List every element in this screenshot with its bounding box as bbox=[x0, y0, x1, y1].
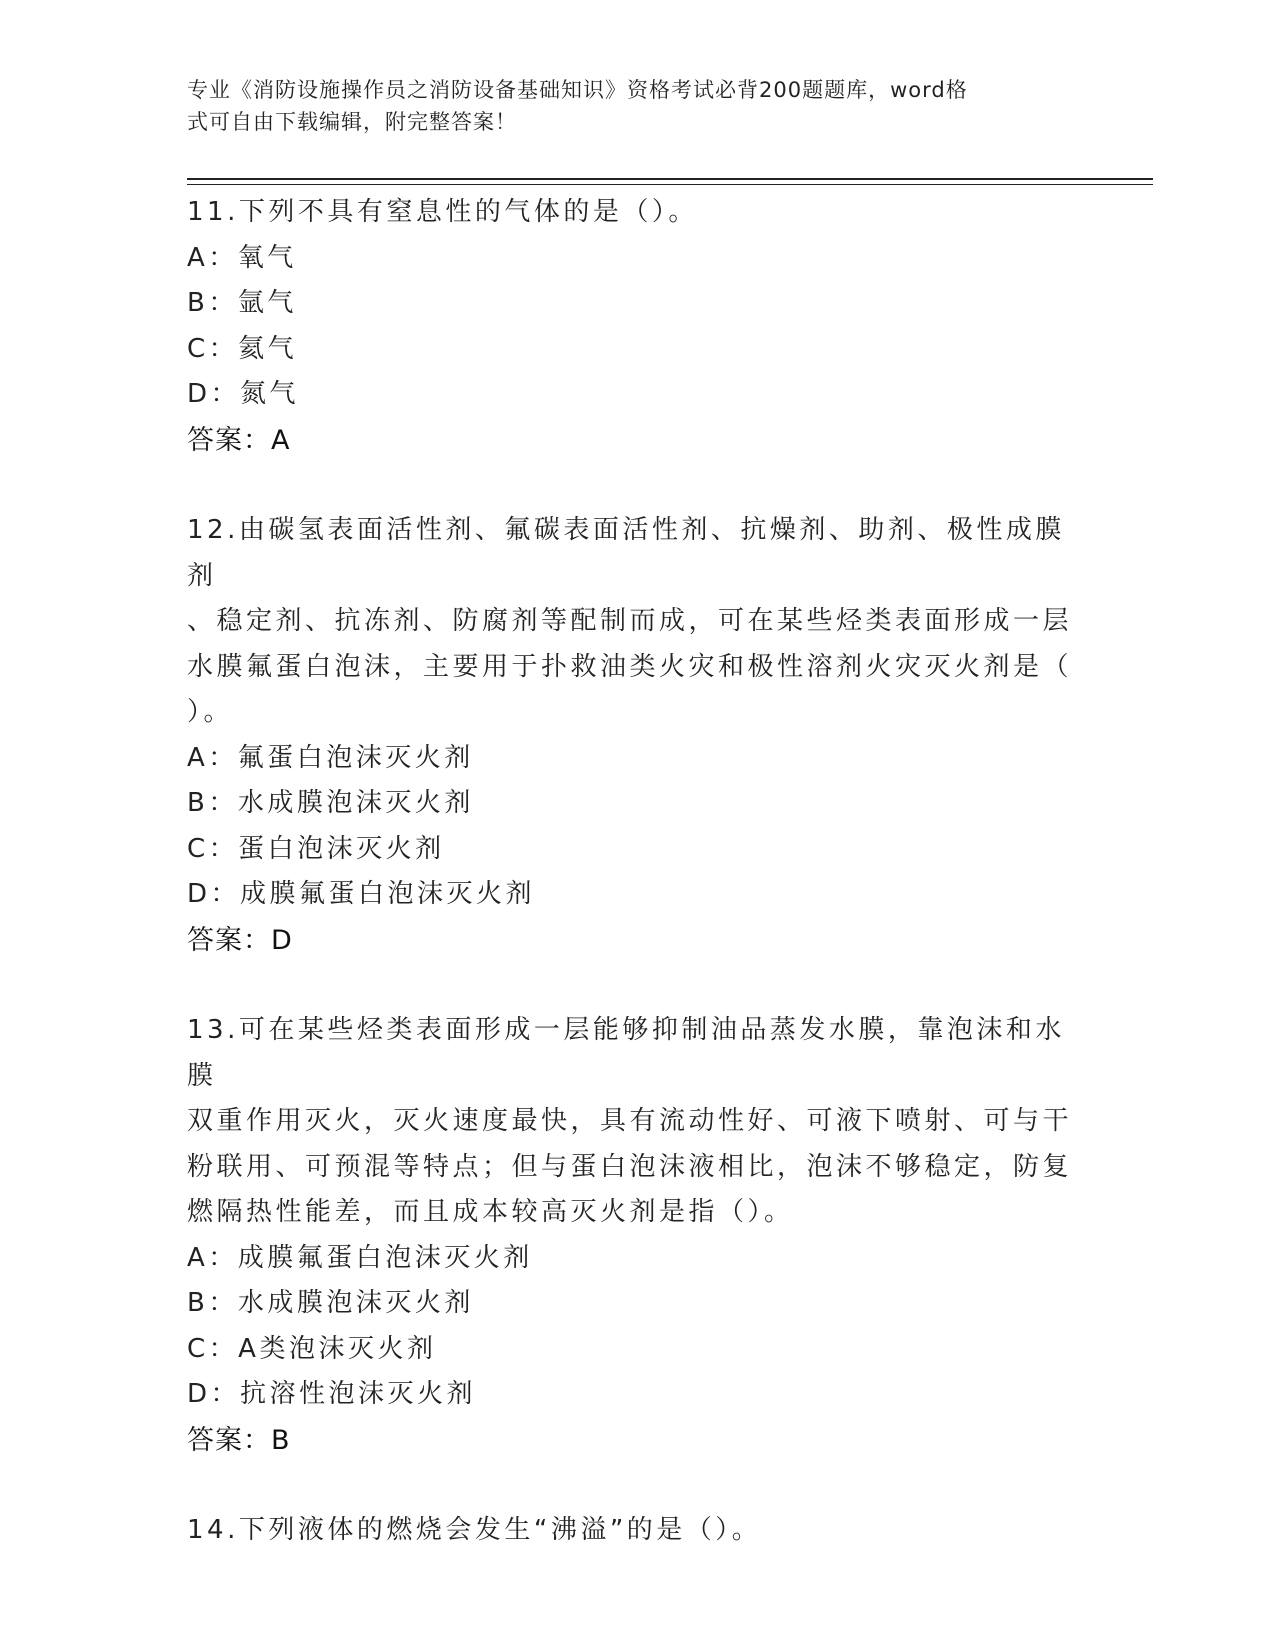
header-divider-thick bbox=[187, 178, 1153, 180]
header-line-2: 式可自由下载编辑，附完整答案！ bbox=[187, 110, 517, 134]
option-a: A：氧气 bbox=[187, 242, 297, 273]
question-list bbox=[187, 190, 1077, 1554]
question-stem-line: ）。 bbox=[187, 697, 234, 727]
option-b: B：水成膜泡沫灭火剂 bbox=[187, 788, 474, 818]
answer: 答案：B bbox=[187, 1424, 291, 1456]
option-c: C：A类泡沫灭火剂 bbox=[187, 1333, 437, 1364]
header-divider-thin bbox=[187, 184, 1153, 185]
question-stem: 14.下列液体的燃烧会发生“沸溢”的是（）。 bbox=[187, 1515, 762, 1545]
question-stem-line: 13.可在某些烃类表面形成一层能够抑制油品蒸发水膜，靠泡沫和水膜 bbox=[187, 1015, 1065, 1091]
question-13 bbox=[187, 1008, 1077, 1463]
question-stem-line: 水膜氟蛋白泡沫，主要用于扑救油类火灾和极性溶剂火灾灭火剂是（ bbox=[187, 651, 1073, 682]
option-d: D：成膜氟蛋白泡沫灭火剂 bbox=[187, 879, 536, 909]
question-stem-line: 12.由碳氢表面活性剂、氟碳表面活性剂、抗燥剂、助剂、极性成膜剂 bbox=[187, 515, 1065, 591]
question-stem-line: 燃隔热性能差，而且成本较高灭火剂是指（）。 bbox=[187, 1197, 794, 1227]
document-header bbox=[187, 74, 1067, 138]
question-11 bbox=[187, 190, 1077, 463]
question-stem-line: 双重作用灭火，灭火速度最快，具有流动性好、可液下喷射、可与干 bbox=[187, 1106, 1073, 1136]
option-d: D：抗溶性泡沫灭火剂 bbox=[187, 1379, 477, 1409]
option-c: C：氦气 bbox=[187, 333, 298, 364]
option-a: A：成膜氟蛋白泡沫灭火剂 bbox=[187, 1242, 533, 1273]
answer: 答案：D bbox=[187, 924, 293, 956]
option-b: B：氩气 bbox=[187, 288, 297, 318]
question-stem: 11.下列不具有窒息性的气体的是（）。 bbox=[187, 197, 698, 227]
question-12 bbox=[187, 508, 1077, 963]
option-b: B：水成膜泡沫灭火剂 bbox=[187, 1288, 474, 1318]
question-stem-line: 粉联用、可预混等特点；但与蛋白泡沫液相比，泡沫不够稳定，防复 bbox=[187, 1151, 1073, 1182]
option-a: A：氟蛋白泡沫灭火剂 bbox=[187, 742, 474, 773]
question-stem-line: 、稳定剂、抗冻剂、防腐剂等配制而成，可在某些烃类表面形成一层 bbox=[187, 606, 1073, 636]
answer: 答案：A bbox=[187, 424, 291, 456]
header-line-1: 专业《消防设施操作员之消防设备基础知识》资格考试必背200题题库，word格 bbox=[187, 78, 968, 102]
option-c: C：蛋白泡沫灭火剂 bbox=[187, 833, 445, 864]
option-d: D：氮气 bbox=[187, 379, 300, 409]
question-14 bbox=[187, 1508, 1077, 1554]
